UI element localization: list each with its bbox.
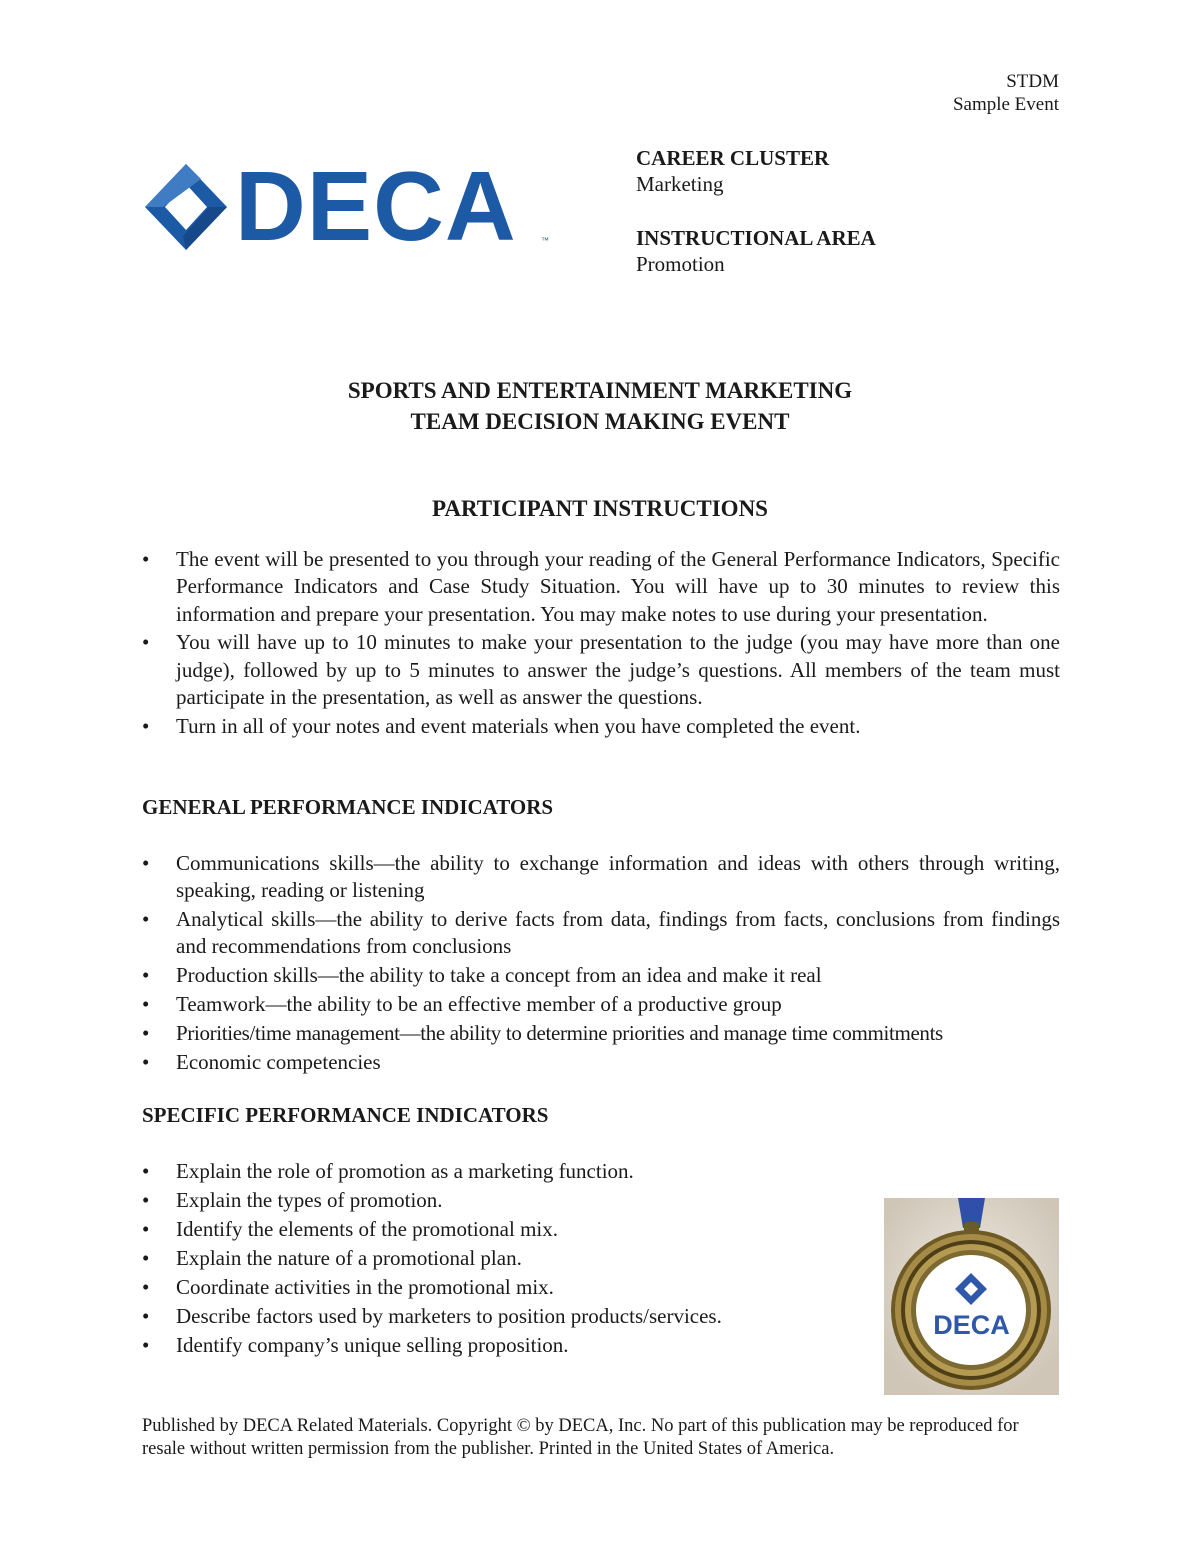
- instructions-heading: PARTICIPANT INSTRUCTIONS: [432, 496, 768, 521]
- event-title-line1: SPORTS AND ENTERTAINMENT MARKETING: [347, 378, 853, 403]
- bullet: •: [142, 1159, 150, 1183]
- list-item: • Economic competencies: [142, 1050, 381, 1074]
- instructional-area-heading: INSTRUCTIONAL AREA: [636, 226, 876, 250]
- event-title: [0, 375, 1200, 437]
- cluster-block: [636, 145, 876, 277]
- event-code: STDM: [1006, 71, 1059, 92]
- bullet: •: [142, 1188, 150, 1212]
- bullet: •: [142, 713, 150, 738]
- list-item: • Identify company’s unique selling proposition.: [142, 1333, 569, 1357]
- bullet: •: [142, 963, 150, 987]
- list-item: • The event will be presented to you through your reading of the General Performance Indicators, Specific Performance Indicators and Case Study Situation. You will have up to 30 minutes to review this information and prepare your presentation. You may make notes to use during your presentation.: [142, 547, 1060, 626]
- list-item: • Production skills—the ability to take a concept from an idea and make it real: [142, 963, 822, 987]
- list-item: • You will have up to 10 minutes to make your presentation to the judge (you may have more than one judge), followed by up to 5 minutes to answer the judge’s questions. All members of the team must participate in the presentation, as well as answer the questions.: [142, 630, 1060, 709]
- deca-logo: [143, 151, 563, 261]
- bullet: •: [142, 851, 150, 875]
- medal-icon: [884, 1198, 1059, 1395]
- logo-trademark: ™: [541, 236, 549, 245]
- list-item: • Communications skills—the ability to exchange information and ideas with others through writing, speaking, reading or listening: [142, 851, 1060, 902]
- event-code-block: [953, 70, 1059, 116]
- specific-indicators-list: [142, 1158, 862, 1361]
- instructional-area-value: Promotion: [636, 252, 725, 276]
- copyright-footer: Published by DECA Related Materials. Copyright © by DECA, Inc. No part of this publication may be reproduced for resale without written permission from the publisher. Printed in the United States of America.: [142, 1416, 1019, 1459]
- bullet: •: [142, 630, 150, 655]
- bullet: •: [142, 1217, 150, 1241]
- medal-photo: [884, 1198, 1059, 1395]
- bullet: •: [142, 547, 150, 571]
- general-indicators-heading: GENERAL PERFORMANCE INDICATORS: [142, 795, 554, 819]
- list-item: • Identify the elements of the promotional mix.: [142, 1217, 558, 1241]
- list-item: • Teamwork—the ability to be an effective member of a productive group: [142, 992, 782, 1016]
- event-title-line2: TEAM DECISION MAKING EVENT: [410, 409, 790, 434]
- list-item: • Turn in all of your notes and event materials when you have completed the event.: [142, 713, 1060, 740]
- logo-wordmark: DECA: [235, 151, 517, 261]
- specific-indicators-heading: SPECIFIC PERFORMANCE INDICATORS: [142, 1103, 549, 1127]
- bullet: •: [142, 1304, 150, 1328]
- list-item: • Describe factors used by marketers to position products/services.: [142, 1304, 722, 1328]
- event-type: Sample Event: [952, 94, 1059, 115]
- list-item: • Analytical skills—the ability to derive facts from data, findings from facts, conclusions from findings and recommendations from conclusions: [142, 907, 1060, 958]
- general-indicators-list: [142, 850, 1060, 1078]
- list-item: • Coordinate activities in the promotional mix.: [142, 1275, 554, 1299]
- medal-text: DECA: [933, 1310, 1010, 1340]
- deca-diamond-icon: [143, 162, 229, 252]
- list-item: • Explain the types of promotion.: [142, 1188, 443, 1212]
- bullet: •: [142, 1333, 150, 1357]
- list-item: • Explain the role of promotion as a marketing function.: [142, 1159, 634, 1183]
- list-item: • Priorities/time management—the ability to determine priorities and manage time commitments: [142, 1021, 943, 1045]
- bullet: •: [142, 1275, 150, 1299]
- bullet: •: [142, 1246, 150, 1270]
- career-cluster-value: Marketing: [636, 172, 724, 196]
- career-cluster-heading: CAREER CLUSTER: [636, 146, 830, 170]
- bullet: •: [142, 907, 150, 931]
- bullet: •: [142, 1021, 150, 1045]
- bullet: •: [142, 1050, 150, 1074]
- list-item: • Explain the nature of a promotional plan.: [142, 1246, 522, 1270]
- bullet: •: [142, 992, 150, 1016]
- instructions-list: [142, 546, 1060, 742]
